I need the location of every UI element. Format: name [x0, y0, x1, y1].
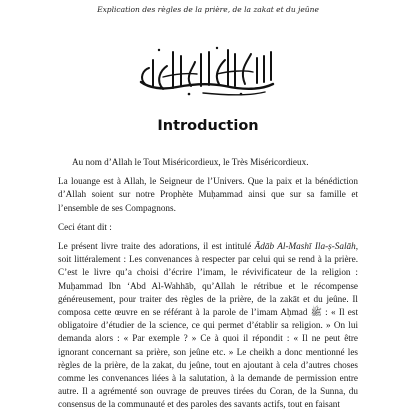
- paragraph-book-intro: [58, 240, 358, 412]
- book-intro-start: Le présent livre traite des adorations, il est intitulé: [58, 241, 255, 252]
- bismillah-calligraphy: [133, 40, 283, 98]
- book-title: Ādāb Al-Mashī Ila-ṣ-Salāh: [254, 241, 356, 252]
- paragraph-basmala: Au nom d’Allah le Tout Miséricordieux, le Très Miséricordieux.: [72, 157, 309, 167]
- book-intro-rest: , soit littéralement : Les convenances à respecter par celui qui se rend à la prière. C’est le livre qu’a choisi d’écrire l’imam, le révivificateur de la religion : Muḥammad Ibn ‘Abd Al-Wahhāb, qu’Allah le rétribue et le récompense généreusement, pour traiter des règles de la prière, de la zakāt et du jeûne. Il composa cette œuvre en se référant à la parole de l’imam Aḥmad ﷺ : « Il est obligatoire d’étudier de la science, ce qui permet d’établir sa religion. » On lui demanda alors : « Par exemple ? » Ce à quoi il répondit : « Il ne peut être ignorant concernant sa prière, son jeûne etc. » Le cheikh a donc mentionné les règles de la prière, de la zakat, du jeûne, tout en ajoutant à cela d’autres choses comme les convenances liées à la salutation, à la demande de permission entre autre. Il a agrémenté son ouvrage de preuves tirées du Coran, de la Sunna, du consensus de la communauté et des paroles des savants actifs, tout en faisant: [58, 241, 359, 410]
- body-text: [58, 156, 358, 412]
- running-head: Explication des règles de la prière, de la zakat et du jeûne: [97, 5, 319, 14]
- page-title: Introduction: [157, 118, 259, 134]
- paragraph-praise: La louange est à Allah, le Seigneur de l’Univers. Que la paix et la bénédiction d’Allah soient sur notre Prophète Muḥammad ainsi que sur sa famille et l’ensemble de ses Compagnons.: [58, 176, 358, 213]
- paragraph-transition: Ceci étant dit :: [58, 221, 112, 232]
